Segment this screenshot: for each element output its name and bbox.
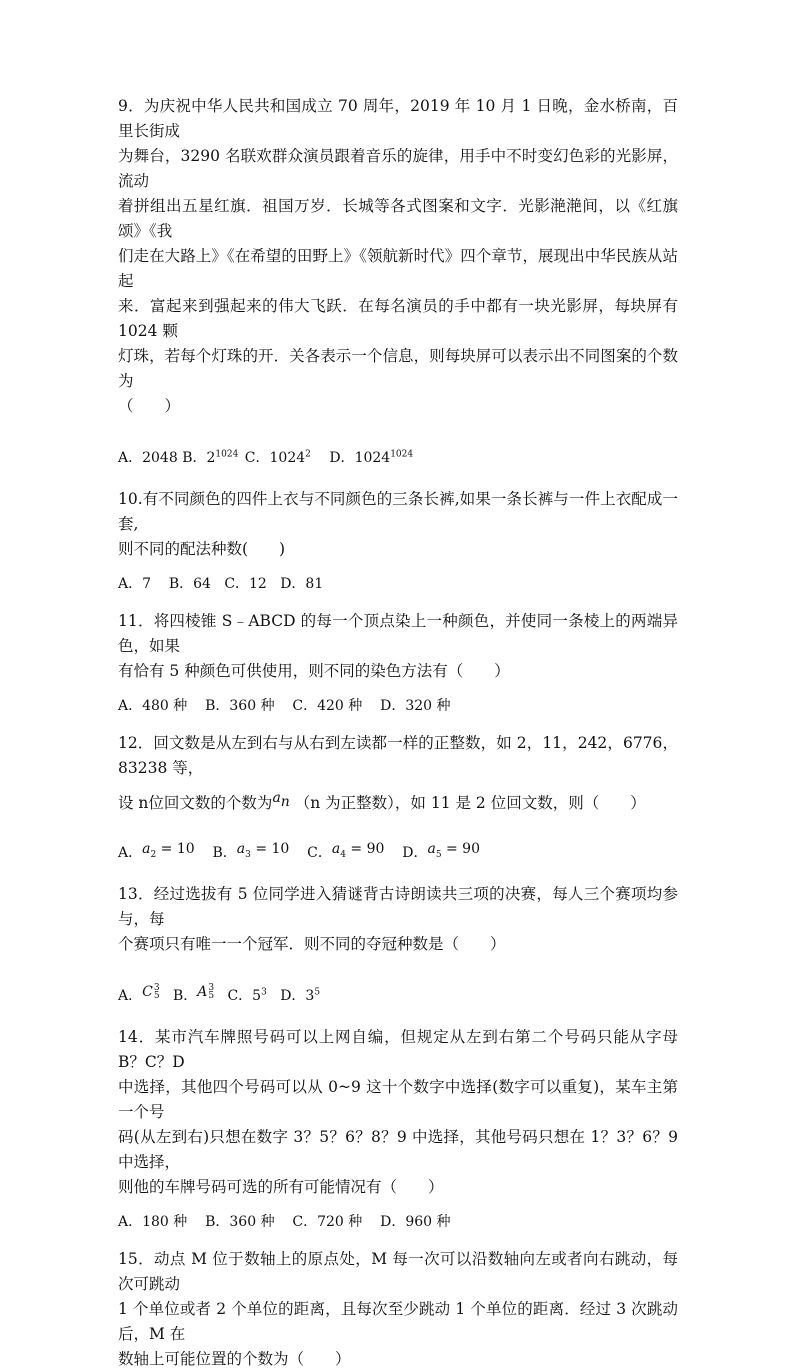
answer-options (118, 447, 678, 469)
option-c: C．720 种 (292, 1214, 363, 1230)
option-d: D．81 (280, 576, 324, 592)
answer-options (118, 838, 678, 864)
question-text-line: 为舞台，3290 名联欢群众演员跟着音乐的旋律，用手中不时变幻色彩的光影屏，流动 (118, 147, 678, 190)
option-b: B．360 种 (205, 1214, 275, 1230)
option-a: A．2048 (118, 450, 178, 466)
question-number: 9． (118, 97, 144, 115)
answer-options (118, 573, 678, 595)
question-text-line: （n 为正整数），如 11 是 2 位回文数，则（ ） (294, 794, 646, 812)
question-text-line: 中选择，其他四个号码可以从 0~9 这十个数字中选择(数字可以重复)，某车主第一个号 (118, 1078, 678, 1121)
option-c: C．$5^3$ (227, 987, 267, 1004)
question-number: 10. (118, 490, 143, 508)
question-text-line: 个赛项只有唯一一个冠军．则不同的夺冠种数是（ ） (118, 935, 506, 953)
question-number: 13． (118, 885, 154, 903)
question-text-line: 数轴上可能位置的个数为（ ） (118, 1350, 351, 1368)
question-text-line: 某市汽车牌照号码可以上网自编，但规定从左到右第二个号码只能从字母 B？C？D (118, 1028, 678, 1071)
question-text-line: 将四棱锥 S﹣ABCD 的每一个顶点染上一种颜色，并使同一条棱上的两端异色，如果 (118, 612, 678, 655)
question-text-line: 经过选拔有 5 位同学进入猜谜背古诗朗读共三项的决赛，每人三个赛项均参与，每 (118, 885, 678, 928)
option-a: A．C3 5 (118, 983, 160, 1004)
question-text-line: 设 n (118, 794, 149, 812)
question-text-line: 码(从左到右)只想在数字 3？5？6？8？9 中选择，其他号码只想在 1？3？6？9 中选择， (118, 1128, 678, 1171)
question-text-line: 有不同颜色的四件上衣与不同颜色的三条长裤,如果一条长裤与一件上衣配成一套, (118, 490, 678, 533)
question-number: 15． (118, 1250, 155, 1268)
option-c: C．12 (224, 576, 267, 592)
option-b: B．$2^{1024}$ (182, 449, 239, 466)
question-12 (118, 731, 678, 864)
option-a: A．180 种 (118, 1214, 188, 1230)
option-c: C．1024$^2$ (244, 449, 311, 466)
option-d: D．960 种 (380, 1214, 451, 1230)
option-b: B．360 种 (205, 698, 275, 714)
question-text-line: 位回文数的个数为 (148, 794, 273, 812)
option-b: B．64 (168, 576, 211, 592)
answer-options (118, 695, 678, 717)
math-a-n: $a_n$ (272, 790, 290, 811)
question-text-line: （ ） (118, 397, 181, 415)
question-text-line: 动点 M 位于数轴上的原点处，M 每一次可以沿数轴向左或者向右跳动，每次可跳动 (118, 1250, 678, 1293)
question-text-line: 来．富起来到强起来的伟大飞跃．在每名演员的手中都有一块光影屏，每块屏有 1024 颗 (118, 297, 678, 340)
question-text-line: 们走在大路上》《在希望的田野上》《领航新时代》四个章节，展现出中华民族从站起 (118, 247, 678, 290)
question-number: 11． (118, 612, 154, 630)
option-c: C．420 种 (292, 698, 363, 714)
option-c: C．$a_4 = 90$ (307, 841, 385, 861)
option-a: A．7 (118, 576, 152, 592)
question-text-line: 为庆祝中华人民共和国成立 70 周年，2019 年 10 月 1 日晚，金水桥南，百里长街成 (118, 97, 678, 140)
question-text-line: 回文数是从左到右与从右到左读都一样的正整数，如 2，11，242，6776，83238 等， (118, 734, 678, 777)
question-10 (118, 487, 678, 595)
question-text-line: 则不同的配法种数( ) (118, 540, 286, 558)
question-11 (118, 609, 678, 717)
answer-options (118, 1211, 678, 1233)
question-14 (118, 1025, 678, 1233)
option-d: D．$3^5$ (280, 987, 321, 1004)
question-text-line: 有恰有 5 种颜色可供使用，则不同的染色方法有（ ） (118, 662, 510, 680)
question-number: 14． (118, 1028, 155, 1046)
option-a: A．480 种 (118, 698, 188, 714)
option-b: B．A3 5 (172, 983, 215, 1004)
option-a: A．$a_2 = 10$ (118, 841, 195, 861)
answer-options (118, 981, 678, 1007)
question-9 (118, 94, 678, 469)
document-page (118, 94, 678, 1372)
option-d: D．$1024^{1024}$ (329, 449, 414, 466)
question-text-line: 着拼组出五星红旗．祖国万岁．长城等各式图案和文字．光影滟滟间，以《红旗颂》《我 (118, 197, 678, 240)
option-b: B．$a_3 = 10$ (212, 841, 290, 861)
question-text-line: 1 个单位或者 2 个单位的距离，且每次至少跳动 1 个单位的距离．经过 3 次跳动后，M 在 (118, 1300, 678, 1343)
question-15 (118, 1247, 678, 1372)
question-text-line: 则他的车牌号码可选的所有可能情况有（ ） (118, 1178, 444, 1196)
question-text-line: 灯珠，若每个灯珠的开．关各表示一个信息，则每块屏可以表示出不同图案的个数为 (118, 347, 678, 390)
option-d: D．320 种 (380, 698, 451, 714)
option-d: D．$a_5 = 90$ (402, 841, 480, 861)
question-number: 12． (118, 734, 154, 752)
question-13 (118, 882, 678, 1007)
